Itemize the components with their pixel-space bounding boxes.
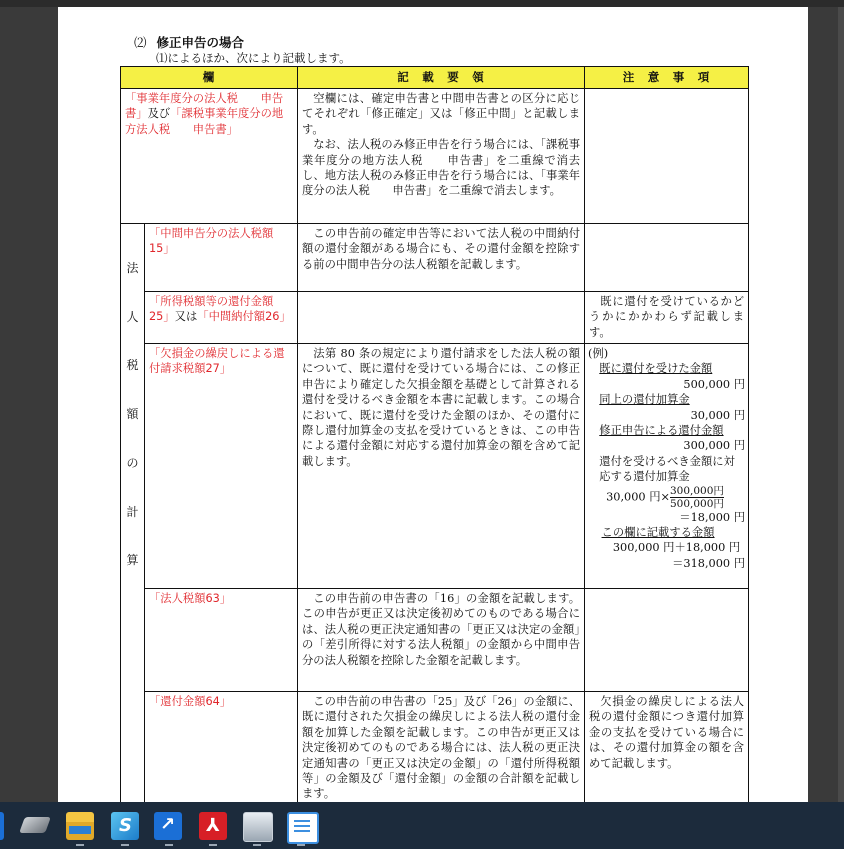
instruction-text: この申告前の申告書の「25」及び「26」の金額に、既に還付された欠損金の繰戻しによる法人税の還付金額を加算した金額を記載します。この申告が更正又は決定後初めてのものである場合には、法人税の更正決定通知書の「更正又は決定の金額」の「還付所得税額等」の金額及び「還付金額」の金額の合計額を記載します。	[302, 695, 580, 801]
running-indicator	[76, 844, 84, 846]
instruction-text: この申告前の確定申告等において法人税の中間納付額の還付金額がある場合にも、その還付金額を控除する前の中間申告分の法人税額を記載します。	[302, 227, 580, 271]
field-name: 「法人税額63」	[149, 592, 232, 605]
field-name: 「欠損金の繰戻しによる還付請求税額27」	[149, 347, 285, 376]
instruction-cell	[298, 292, 585, 344]
vertical-scrollbar[interactable]	[838, 7, 844, 802]
windows-start-icon[interactable]	[0, 812, 4, 840]
pdf-reader-icon[interactable]	[199, 812, 227, 840]
field-name: 「所得税額等の還付金額25」	[149, 295, 274, 324]
field-name: 「中間申告分の法人税額15」	[149, 227, 274, 256]
field-cell	[145, 344, 298, 589]
instruction-cell	[298, 89, 585, 224]
example-item-label: 既に還付を受けた金額	[599, 362, 713, 376]
instruction-text: 空欄には、確定申告書と中間申告書との区分に応じてそれぞれ「修正確定」又は「修正中間」と記載します。	[302, 92, 580, 136]
table-row	[121, 692, 749, 803]
note-cell	[585, 589, 749, 692]
pdf-glyph: ⅄	[206, 815, 220, 836]
running-indicator	[121, 844, 129, 846]
table-row	[121, 89, 749, 224]
section-intro: ⑴によるほか、次により記載します。	[156, 51, 351, 65]
app-s-icon[interactable]	[111, 812, 139, 840]
instruction-text: 法第 80 条の規定により還付請求をした法人税の額について、既に還付を受けている場合には、この修正申告により確定した欠損金額を基礎として計算される還付を受けるべき金額を本書に記載します。この場合において、既に還付を受けた金額のほか、その還付に際し還付加算金の支払を受けているときは、この申告による還付金額に対応する還付加算金の額を含めて記載します。	[302, 347, 580, 468]
sum-label: この欄に記載する金額	[601, 526, 715, 540]
header-notes: 注 意 事 項	[585, 67, 749, 89]
document-viewer-icon[interactable]	[287, 812, 319, 844]
calc-numerator: 300,000円	[669, 484, 724, 497]
note-cell	[585, 224, 749, 292]
image-viewer-icon[interactable]	[243, 812, 273, 842]
section-title: 修正申告の場合	[156, 35, 245, 50]
instruction-cell	[298, 344, 585, 589]
taskbar	[0, 802, 844, 849]
app-s-glyph: S	[119, 815, 132, 836]
instruction-text: この申告前の申告書の「16」の金額を記載します。この申告が更正又は決定後初めてのものである場合には、法人税の更正決定通知書の「更正又は決定の金額」の「差引所得に対する法人税額」の金額から中間申告分の法人税額を控除した金額を記載します。	[302, 592, 580, 667]
table-row	[121, 344, 749, 589]
field-cell	[145, 589, 298, 692]
note-cell	[585, 89, 749, 224]
note-cell	[585, 692, 749, 803]
running-indicator	[297, 844, 305, 846]
running-indicator	[209, 844, 217, 846]
field-connector: 及び	[147, 107, 171, 121]
field-cell	[145, 292, 298, 344]
instruction-text: なお、法人税のみ修正申告を行う場合には、「課税事業年度分の地方法人税 申告書」を二重線で消去し、地方法人税のみ修正申告を行う場合には、「事業年度分の法人税 申告書」を二重線で消去します。	[302, 138, 580, 198]
field-name: 「事業年度分の法人税 申告書」	[125, 92, 284, 121]
calc-denominator: 500,000円	[669, 497, 724, 510]
header-instructions: 記 載 要 領	[298, 67, 585, 89]
example-item-label: 同上の還付加算金	[599, 393, 690, 407]
header-field: 欄	[121, 67, 298, 89]
calc-result: ＝18,000 円	[679, 510, 745, 524]
example-item-value: 30,000 円	[690, 408, 745, 422]
field-name: 「中間納付額26」	[197, 310, 291, 324]
field-connector: 又は	[174, 310, 198, 324]
note-cell	[585, 292, 749, 344]
field-cell	[121, 89, 298, 224]
running-indicator	[165, 844, 173, 846]
section-number: ⑵	[134, 35, 147, 50]
instruction-cell	[298, 692, 585, 803]
usb-drive-icon[interactable]	[19, 817, 51, 833]
side-label-text: 法人税額の計算	[126, 261, 139, 568]
window-top-edge	[0, 0, 844, 7]
field-name: 「還付金額64」	[149, 695, 232, 708]
example-label: (例)	[588, 347, 609, 360]
instruction-cell	[298, 224, 585, 292]
note-text: 欠損金の繰戻しによる法人税の還付金額につき還付加算金の支払を受けている場合には、その還付加算金の額を含めて記載します。	[589, 695, 744, 770]
document-page	[58, 7, 808, 802]
example-cell	[585, 344, 749, 589]
instruction-table	[120, 66, 749, 802]
sum-expression: 300,000 円＋18,000 円	[612, 541, 741, 555]
calc-left: 30,000 円×	[606, 490, 670, 504]
example-item-value: 300,000 円	[683, 439, 745, 453]
running-indicator	[253, 844, 261, 846]
sum-result: ＝318,000 円	[672, 556, 745, 570]
calc-fraction	[670, 485, 724, 510]
table-row	[121, 224, 749, 292]
example-item-value: 500,000 円	[683, 377, 745, 391]
note-text: 既に還付を受けているかどうかにかかわらず記載します。	[589, 295, 744, 339]
calc-formula	[588, 485, 745, 510]
table-row	[121, 292, 749, 344]
explorer-strip	[69, 826, 91, 834]
section-heading	[134, 33, 244, 51]
example-item-label: 修正申告による還付金額	[599, 424, 724, 438]
instruction-cell	[298, 589, 585, 692]
field-cell	[145, 224, 298, 292]
doc-lines	[294, 820, 310, 834]
field-name: 「課税事業年度分の地方法人税 申告書」	[125, 107, 284, 136]
remote-arrow-icon[interactable]	[154, 812, 182, 840]
field-cell	[145, 692, 298, 803]
side-label	[127, 244, 139, 585]
calc-label: 還付を受けるべき金額に対応する還付加算金	[599, 454, 735, 484]
table-row	[121, 589, 749, 692]
table-header-row	[121, 67, 749, 89]
side-label-cell	[121, 224, 145, 803]
file-explorer-icon[interactable]	[66, 812, 94, 840]
arrow-glyph: ↗	[160, 814, 176, 835]
